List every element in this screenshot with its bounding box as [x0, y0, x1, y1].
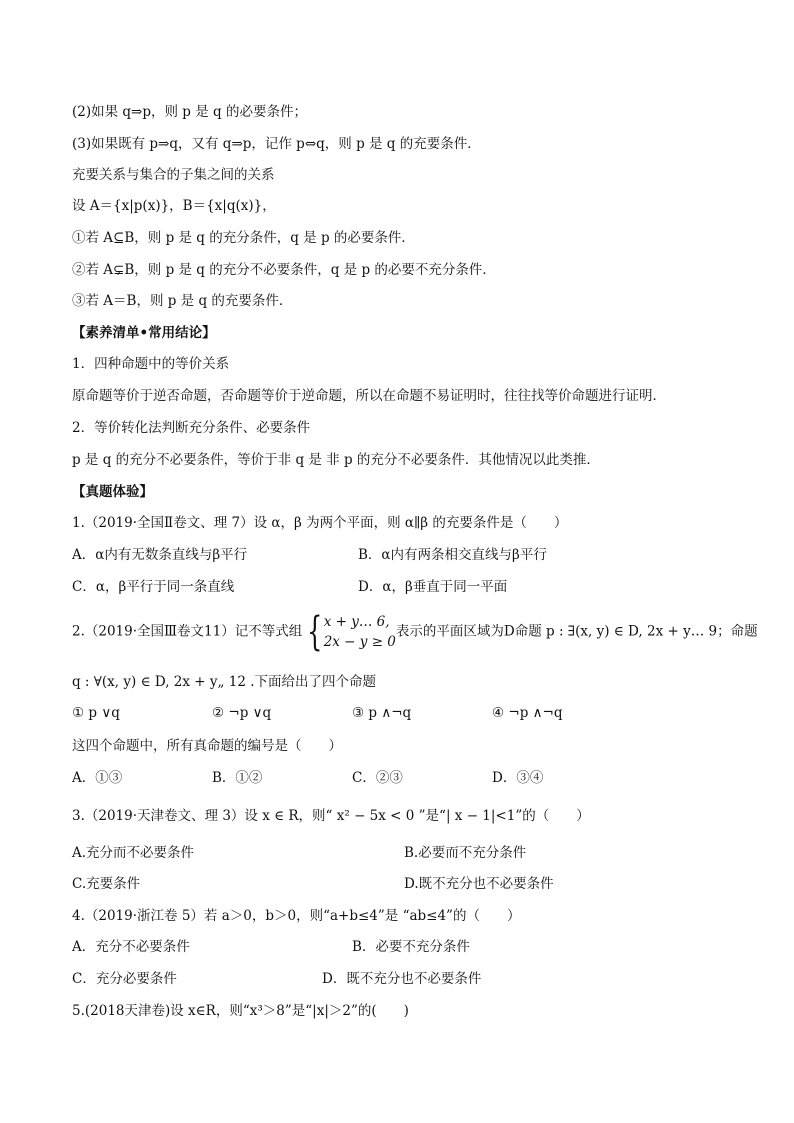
inequality-system — [302, 609, 396, 655]
text-line: 原命题等价于逆否命题，否命题等价于逆命题，所以在命题不易证明时，往往找等价命题进行证明． — [72, 388, 666, 404]
proposition-2: ② ¬p ∨q — [212, 705, 272, 721]
proposition-1: ① p ∨q — [72, 705, 120, 721]
section-heading: 【素养清单•常用结论】 — [72, 325, 216, 341]
text-line: (3)如果既有 p⇒q，又有 q⇒p，记作 p⇔q，则 p 是 q 的充要条件． — [72, 136, 481, 152]
option-c: C．充分必要条件 — [72, 971, 177, 987]
question-stem: 1.（2019·全国Ⅱ卷文、理 7）设 α，β 为两个平面，则 α∥β 的充要条件是（ ） — [72, 515, 568, 531]
question-stem: 5.(2018天津卷)设 x∈R，则“x³＞8”是“|x|＞2”的( ) — [72, 1003, 409, 1019]
text-line: ②若 A⊊B，则 p 是 q 的充分不必要条件，q 是 p 的必要不充分条件． — [72, 262, 496, 278]
question-stem — [72, 609, 758, 655]
text-line: 充要关系与集合的子集之间的关系 — [72, 167, 275, 183]
question-line: q : ∀(x, y) ∈ D, 2x + y„ 12 .下面给出了四个命题 — [72, 674, 377, 690]
stem-prefix: 2.（2019·全国Ⅲ卷文11）记不等式组 — [72, 623, 303, 640]
stem-suffix: 表示的平面区域为D命题 p : ∃(x, y) ∈ D, 2x + y… 9；命题 — [395, 623, 758, 640]
option-b: B．必要不充分条件 — [352, 939, 470, 955]
question-stem: 4.（2019·浙江卷 5）若 a＞0，b＞0，则“a+b≤4”是 “ab≤4”的（ ） — [72, 908, 521, 924]
brace-glyph: { — [307, 609, 323, 655]
text-line: (2)如果 q⇒p，则 p 是 q 的必要条件； — [72, 104, 307, 120]
option-b: B．α内有两条相交直线与β平行 — [358, 547, 547, 563]
proposition-4: ④ ¬p ∧¬q — [492, 705, 563, 721]
option-d: D．③④ — [492, 770, 544, 786]
text-line: 2．等价转化法判断充分条件、必要条件 — [72, 420, 311, 436]
option-a: A．α内有无数条直线与β平行 — [72, 547, 248, 563]
option-c: C.充要条件 — [72, 876, 141, 892]
option-a: A．充分不必要条件 — [72, 939, 190, 955]
text-line: 设 A＝{x|p(x)}，B＝{x|q(x)}， — [72, 198, 276, 214]
text-line: ③若 A＝B，则 p 是 q 的充要条件． — [72, 293, 293, 309]
inequality-1: x + y… 6, — [323, 614, 390, 630]
text-line: 1．四种命题中的等价关系 — [72, 356, 230, 372]
section-heading: 【真题体验】 — [72, 484, 153, 500]
inequality-2: 2x − y ≥ 0 — [323, 634, 396, 650]
proposition-3: ③ p ∧¬q — [352, 705, 412, 721]
text-line: p 是 q 的充分不必要条件，等价于非 q 是 非 p 的充分不必要条件．其他情况以此类推． — [72, 452, 600, 468]
option-a: A.充分而不必要条件 — [72, 845, 195, 861]
option-c: C．②③ — [352, 770, 403, 786]
question-ask: 这四个命题中，所有真命题的编号是（ ） — [72, 738, 342, 754]
option-c: C．α，β平行于同一条直线 — [72, 579, 235, 595]
option-d: D．既不充分也不必要条件 — [322, 971, 482, 987]
option-d: D.既不充分也不必要条件 — [404, 876, 554, 892]
option-a: A．①③ — [72, 770, 123, 786]
option-b: B.必要而不充分条件 — [404, 845, 527, 861]
option-d: D．α，β垂直于同一平面 — [358, 579, 508, 595]
text-line: ①若 A⊆B，则 p 是 q 的充分条件，q 是 p 的必要条件． — [72, 230, 415, 246]
option-b: B．①② — [212, 770, 263, 786]
question-stem: 3.（2019·天津卷文、理 3）设 x ∈ R，则“ x² − 5x < 0 ”是“| x − 1|<1”的（ ） — [72, 808, 590, 824]
